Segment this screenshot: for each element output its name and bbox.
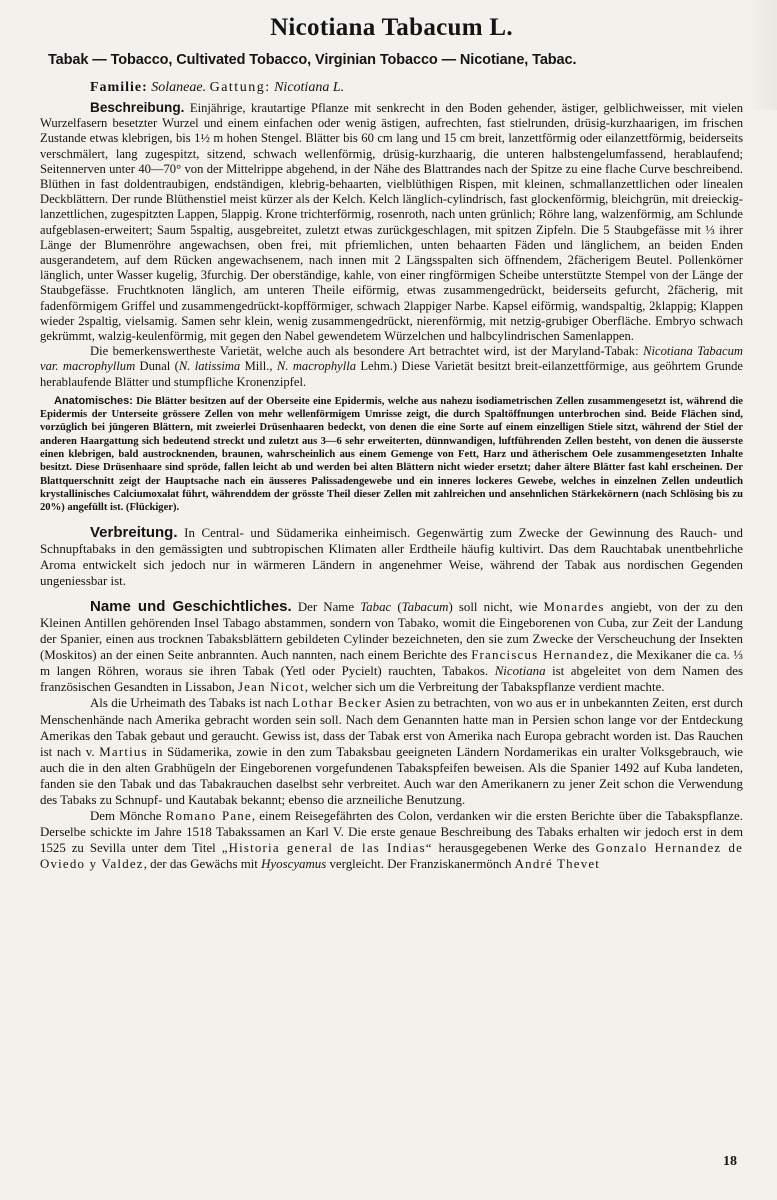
varietaet-paragraph (40, 344, 743, 390)
body-text: , der das Gewächs mit (143, 857, 262, 872)
name-geschichte-heading: Name und Geschichtliches. (90, 597, 292, 615)
pane-paragraph (40, 808, 743, 872)
gattung-label: Gattung: (209, 80, 271, 95)
body-text: Als die Urheimath des Tabaks ist nach (90, 696, 293, 711)
italic-term: Nicotiana (494, 664, 546, 679)
body-text: angiebt, von der zu den Kleinen Antillen gehörenden Insel Tabago abstammen, sondern von Tabako, womit die Eingeborenen von Cuba, zur Zeit der Landung der Spanier, einen aus trocknen Tabaksblättern gebildeten Cylinder bezeichneten, den sie zum Zwecke der Verscheuchung der Insekten (Moskitos) an der einen Seite anbrannten. Auch nannten, nach einem Berichte des (40, 599, 743, 663)
italic-term: Hyoscyamus (261, 857, 327, 872)
varietaet-text: Dunal ( (135, 359, 179, 374)
person-name: Monardes (543, 599, 605, 614)
body-text: ( (391, 599, 402, 614)
anatomisches-paragraph (40, 395, 743, 515)
varietaet-synonym: N. latissima (178, 359, 241, 374)
body-text: herausgegebenen Werke des (432, 841, 596, 856)
familie-value: Solaneae. (151, 80, 207, 95)
body-text: ) soll nicht, wie (448, 599, 544, 614)
italic-term: Tabac (360, 599, 392, 614)
varietaet-synonym: N. macrophylla (276, 359, 357, 374)
italic-term: Tabacum (401, 599, 449, 614)
beschreibung-paragraph (40, 100, 743, 344)
body-text: Dem Mönche (90, 809, 166, 824)
varietaet-name: Nicotiana Tabacum var. macrophyllum (40, 344, 743, 374)
urheimath-paragraph (40, 695, 743, 808)
taxonomy-line (90, 80, 743, 96)
beschreibung-text: Einjährige, krautartige Pflanze mit senkrecht in den Boden gehender, ästiger, gelblichweisser, mit vielen Wurzelfasern besetzter Wurzel und einem einfachen oder wenig ästigen, aufrechten, fast stielrunden, drüsig-kurzhaarigen, im frischen Zustande etwas klebrigen, bis 1½ m hohen Stengel. Blätter bis 60 cm lang und 15 cm breit, lanzettförmig oder eilanzettförmig, beiderseits verschmälert, lang zugespitzt, sitzend, schwach wellenförmig, drüsig-kurzhaarig, die unteren halbstengelumfassend, herablaufend; Seitennerven unter 40—70° von der Mittelrippe abgehend, in der Nähe des Blattrandes nach der Spitze zu eine flache Curve beschreibend. Blüthen in fast doldentraubigen, endständigen, klebrig-behaarten, vielblüthigen Rispen, mit kleinen, schmallanzettlichen oder linealen Deckblättern. Der runde Blüthenstiel meist kürzer als der Kelch. Kelch länglich-cylindrisch, fast glockenförmig, bleichgrün, mit dreieckig-lanzettlichen, zugespitzten Lappen, 5lappig. Krone trichterförmig, rosenroth, nach unten grünlich; Röhre lang, walzenförmig, am Schlunde aufgeblasen-erweitert; Saum 5spaltig, ausgebreitet, zuletzt etwas zurückgeschlagen, mit spitzen Zipfeln. Die 5 Staubgefässe mit ⅓ ihrer Länge der Blumenröhre angewachsen, oben frei, mit pfriemlichen, unten behaarten Fäden und länglichem, an beiden Enden ausgerandetem, auf dem Rücken angewachsenem, nach innen mit 2 Längsspalten sich öffnendem, 2fächerigem Beutel. Pollenkörner länglich, unter Wasser kugelig, 3furchig. Der oberständige, kahle, von einer ringförmigen Scheibe unterstützte Stempel von der Länge der Staubgefässe. Fruchtknoten länglich, am unteren Theile eiförmig, etwas zusammengedrückt, beiderseits gefurcht, 2fächerig, mit fadenförmigem Griffel und zusammengedrückt-kopfförmiger, schwach 2lappiger Narbe. Kapsel eiförmig, wandspaltig, 2klappig; Klappen wieder 2spaltig, vielsamig. Samen sehr klein, wenig zusammengedrückt, nierenförmig, mit netzig-grubiger Oberfläche. Embryo schwach gekrümmt, walzig-keulenförmig, mit gegen den Nabel gewendetem Würzelchen und halbcylindrischen Samenlappen. (40, 101, 743, 344)
body-text: vergleicht. Der Franziskanermönch (326, 857, 515, 872)
person-name: André Thevet (514, 857, 601, 872)
person-name: Martius (99, 744, 148, 759)
person-name: Jean Nicot (237, 680, 305, 695)
person-name: Lothar Becker (292, 696, 382, 711)
body-text: Asien zu betrachten, von wo aus er in unbekannten Zeiten, erst durch Menschenhände nach Amerika gebracht worden sein soll. Nach dem Genannten hatte man in Persien schon lange vor der Entdeckung Amerikas den Tabak gebaut und geraucht. Gewiss ist, dass der Tabak erst von Amerika nach Europa gebracht worden ist. Das Rauchen ist nach v. (40, 696, 743, 759)
verbreitung-paragraph (40, 525, 743, 589)
varietaet-text: Mill., (240, 359, 277, 374)
page-shadow (747, 0, 777, 110)
name-geschichte-paragraph (40, 599, 743, 696)
body-text: , einem Reisegefährten des Colon, verdanken wir die ersten Berichte über die Tabakspflanze. Derselbe schickte im Jahre 1518 Tabakssamen an Karl V. Die erste genaue Beschreibung des Tabaks erhalten wir jedoch erst in dem 1525 zu Sevilla unter dem Titel (40, 809, 743, 856)
body-text: , die Mexikaner die ca. ⅓ m langen Röhren, woraus sie ihren Tabak (Yetl oder Pycielt) rauchten, Tabakos. (40, 648, 743, 679)
page-title: Nicotiana Tabacum L. (270, 14, 513, 41)
common-names: Tabak — Tobacco, Cultivated Tobacco, Virginian Tobacco — Nicotiane, Tabac. (48, 52, 577, 68)
page-number: 18 (723, 1154, 737, 1169)
body-text: Der Name (297, 599, 361, 614)
person-name: Romano Pane (165, 809, 252, 824)
person-name: Gonzalo Hernandez de Oviedo y Valdez (40, 841, 744, 872)
gattung-value: Nicotiana L. (274, 80, 345, 95)
anatomisches-text: Die Blätter besitzen auf der Oberseite eine Epidermis, welche aus nahezu isodiametrischen Zellen zusammengesetzt ist, während die Epidermis der Unterseite grössere Zellen von mehr wellenförmigem Umrisse zeigt, die durch Spaltöffnungen unterbrochen sind. Beide Flächen sind, vorzüglich bei jüngeren Blättern, mit zweierlei Drüsenhaaren bedeckt, von denen die eine Sorte auf einem einzelligen Stiele sitzt, während der Stiel der anderen Haargattung sich bedeutend streckt und zuletzt aus 3—6 sehr erweiterten, dünnwandigen, luftführenden Zellen besteht, von denen die äusserste einen klebrigen, bald austrocknenden, braunen, wahrscheinlich aus einem Gemenge von Fett, Harz und ätherischem Oele zusammengesetzten Inhalte besitzt. Diese Drüsenhaare sind spröde, fallen leicht ab und werden bei alten Blättern nicht wieder ersetzt; daher ältere Blätter fast kahl erscheinen. Der Blattquerschnitt zeigt der Hauptsache nach ein äusseres Palissadengewebe und ein inneres lockeres Gewebe, welches in einzelnen Zellen undeutlich krystallinisches Calciumoxalat führt, währenddem der grösste Theil dieser Zellen mit zahlreichen und ansehnlichen Stärkekörnern (nach Schlösing bis zu 20%) angefüllt ist. (Flückiger). (40, 395, 743, 514)
varietaet-text: Die bemerkenswertheste Varietät, welche auch als besondere Art betrachtet wird, ist der Maryland-Tabak: (90, 344, 644, 359)
varietaet-text: Lehm.) Diese Varietät besitzt breit-eilanzettförmige, aus geöhrtem Grunde herablaufende Blätter und stumpfliche Kronenzipfel. (40, 359, 744, 389)
body-text: , welcher sich um die Verbreitung der Tabakspflanze verdient machte. (304, 680, 665, 695)
body-text: ist abgeleitet von dem Namen des französischen Gesandten in Lissabon, (40, 664, 743, 695)
book-title: „Historia general de las Indias“ (221, 841, 433, 856)
body-text: in Südamerika, zowie in den zum Tabaksbau geeigneten Ländern Nordamerikas ein uralter Volksgebrauch, wie auch die in den alten Grabhügeln der Eingeborenen vorgefundenen Tabakspfeifen beweisen. Als die Spanier 1492 auf Kuba landeten, fanden sie den Tabak und das Tabakrauchen daselbst sehr verbreitet. Auch war den Amerikanern zu jener Zeit schon die Verwendung des Tabaks zu Schnupf- und Kautabak bekannt; ebenso die arzneiliche Benutzung. (40, 744, 744, 808)
person-name: Franciscus Hernandez (471, 648, 610, 663)
anatomisches-heading: Anatomisches: (54, 394, 133, 407)
beschreibung-heading: Beschreibung. (90, 100, 185, 115)
familie-label: Familie: (90, 80, 148, 95)
verbreitung-heading: Verbreitung. (90, 523, 178, 541)
verbreitung-text: In Central- und Südamerika einheimisch. Gegenwärtig zum Zwecke der Gewinnung des Rauch- und Schnupftabaks in den gemässigten und subtropischen Klimaten aller Erdtheile häufig kultivirt. Das dem Rauchtabak unentbehrliche Aroma entwickelt sich jedoch nur in wärmeren Ländern in angenehmer Weise, während der Tabak aus nordischen Gegenden ungeniessbar ist. (40, 525, 743, 588)
